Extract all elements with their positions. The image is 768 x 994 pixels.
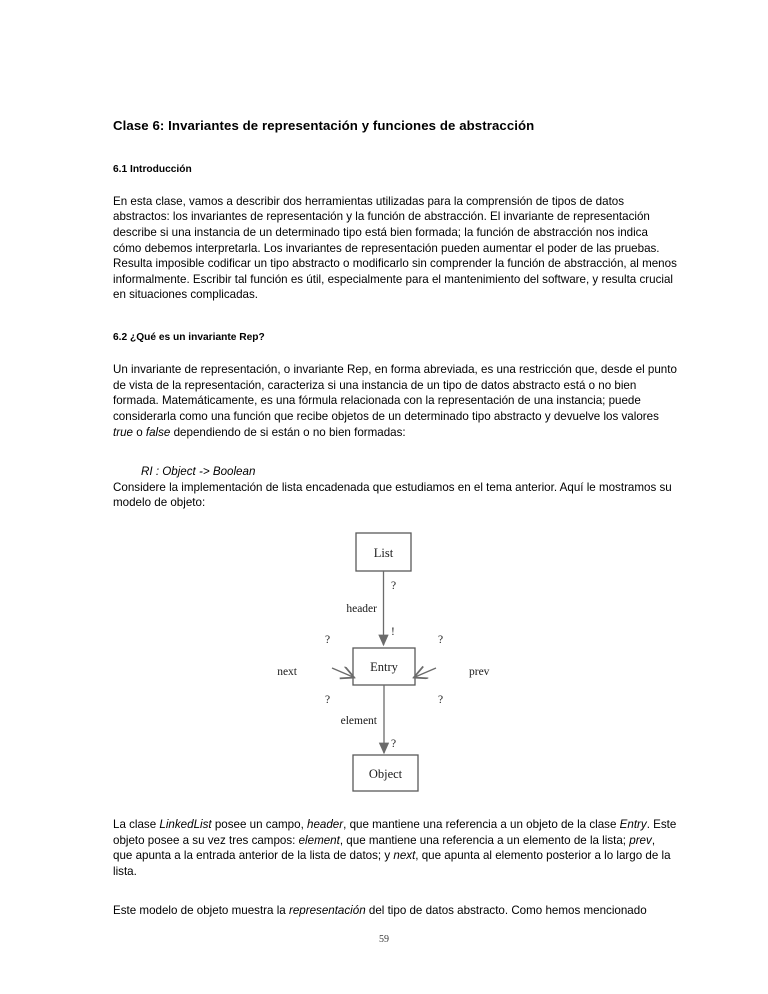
- paragraph-que-es-invariante-rep: [113, 362, 677, 440]
- element-target-multiplicity: ?: [391, 737, 397, 750]
- text-fragment: del tipo de datos abstracto. Como hemos mencionado: [365, 904, 647, 918]
- spacer: [113, 344, 677, 362]
- header-source-multiplicity: ?: [391, 579, 397, 592]
- diagram-edge-prev: [415, 634, 490, 706]
- text-fragment: , que mantiene una referencia a un objeto de la clase: [343, 817, 620, 831]
- list-box-label: List: [373, 545, 394, 560]
- text-fragment: posee un campo,: [211, 817, 308, 831]
- emphasis-entry: Entry: [619, 817, 647, 831]
- entry-box-label: Entry: [370, 659, 398, 674]
- paragraph-linkedlist-descripcion: [113, 817, 677, 879]
- paragraph-introduccion: En esta clase, vamos a describir dos herramientas utilizadas para la comprensión de tipos de datos abstractos: los invariantes de representación y la función de abstracción. El invariante de representación describe si una instancia de un determinado tipo está bien formada; la función de abstracción nos indica cómo debemos interpretarla. Los invariantes de representación pueden aumentar el poder de las pruebas. Resulta imposible codificar un tipo abstracto o modificarlo sin comprender la función de abstracción, al menos informalmente. Escribir tal función es útil, especialmente para el mantenimiento del software, y resulta crucial en situaciones complicadas.: [113, 194, 677, 302]
- object-box-label: Object: [368, 766, 403, 781]
- prev-edge-line: [415, 668, 436, 677]
- ri-signature: RI : Object -> Boolean: [141, 465, 256, 479]
- spacer: [113, 303, 677, 331]
- emphasis-prev: prev: [629, 833, 652, 847]
- text-fragment: Este modelo de objeto muestra la: [113, 904, 289, 918]
- text-fragment: , que mantiene una referencia a un elemento de la lista;: [339, 833, 630, 847]
- spacer: [113, 797, 677, 817]
- emphasis-header: header: [307, 817, 344, 831]
- diagram-node-list: [356, 533, 411, 571]
- paragraph-lead-text: Un invariante de representación, o invariante Rep, en forma abreviada, es una restricción que, desde el punto de vista de la representación, caracteriza si una instancia de un tipo de datos abstracto está o no bien formada. Matemáticamente, es una fórmula relacionada con la representación de una instancia; puede considerarla como una función que recibe objetos de un determinado tipo abstracto y devuelve los valores: [113, 363, 677, 423]
- text-fragment: La clase: [113, 817, 160, 831]
- spacer: [113, 879, 677, 903]
- conjunction-o: o: [132, 425, 146, 439]
- header-target-multiplicity: !: [391, 625, 395, 638]
- header-edge-label: header: [346, 602, 377, 615]
- next-edge-label: next: [277, 665, 297, 678]
- paragraph-modelo-objeto-representacion: [113, 903, 677, 919]
- text-fragment: , que apunta a la entrada anterior de la lista de datos; y: [113, 833, 656, 863]
- diagram-edge-element: [341, 685, 397, 753]
- page-title: Clase 6: Invariantes de representación y funciones de abstracción: [113, 118, 535, 133]
- spacer: [113, 440, 677, 464]
- element-edge-label: element: [340, 714, 377, 727]
- next-target-multiplicity: ?: [325, 693, 331, 706]
- prev-edge-label: prev: [469, 665, 490, 678]
- diagram-edge-header: [346, 571, 396, 645]
- paragraph-considere-implementacion: Considere la implementación de lista encadenada que estudiamos en el tema anterior. Aquí le mostramos su modelo de objeto:: [113, 480, 672, 510]
- diagram-edge-next: [277, 634, 353, 706]
- emphasis-true: true: [113, 425, 133, 439]
- next-source-multiplicity: ?: [325, 633, 331, 646]
- next-edge-line: [332, 668, 353, 677]
- prev-source-multiplicity: ?: [438, 633, 444, 646]
- spacer: [113, 135, 677, 163]
- emphasis-false: false: [145, 425, 171, 439]
- spacer: [113, 176, 677, 194]
- page-number: 59: [379, 934, 389, 945]
- page-content: [113, 118, 677, 919]
- diagram-node-entry: [353, 648, 415, 685]
- spacer: [113, 511, 677, 525]
- text-fragment: , que apunta al elemento posterior a lo largo de la lista.: [113, 849, 671, 878]
- paragraph-tail-text: dependiendo de si están o no bien formadas:: [170, 425, 406, 439]
- object-model-diagram: [113, 525, 677, 797]
- text-fragment: . Este objeto posee a su vez tres campos:: [113, 817, 677, 847]
- emphasis-element: element: [298, 833, 340, 847]
- section-heading-6-2: 6.2 ¿Qué es un invariante Rep?: [113, 331, 265, 343]
- emphasis-next: next: [393, 849, 416, 863]
- emphasis-representacion: representación: [288, 904, 366, 918]
- emphasis-linkedlist: LinkedList: [159, 817, 212, 831]
- prev-target-multiplicity: ?: [438, 693, 444, 706]
- diagram-node-object: [353, 755, 418, 791]
- section-heading-6-1: 6.1 Introducción: [113, 163, 192, 175]
